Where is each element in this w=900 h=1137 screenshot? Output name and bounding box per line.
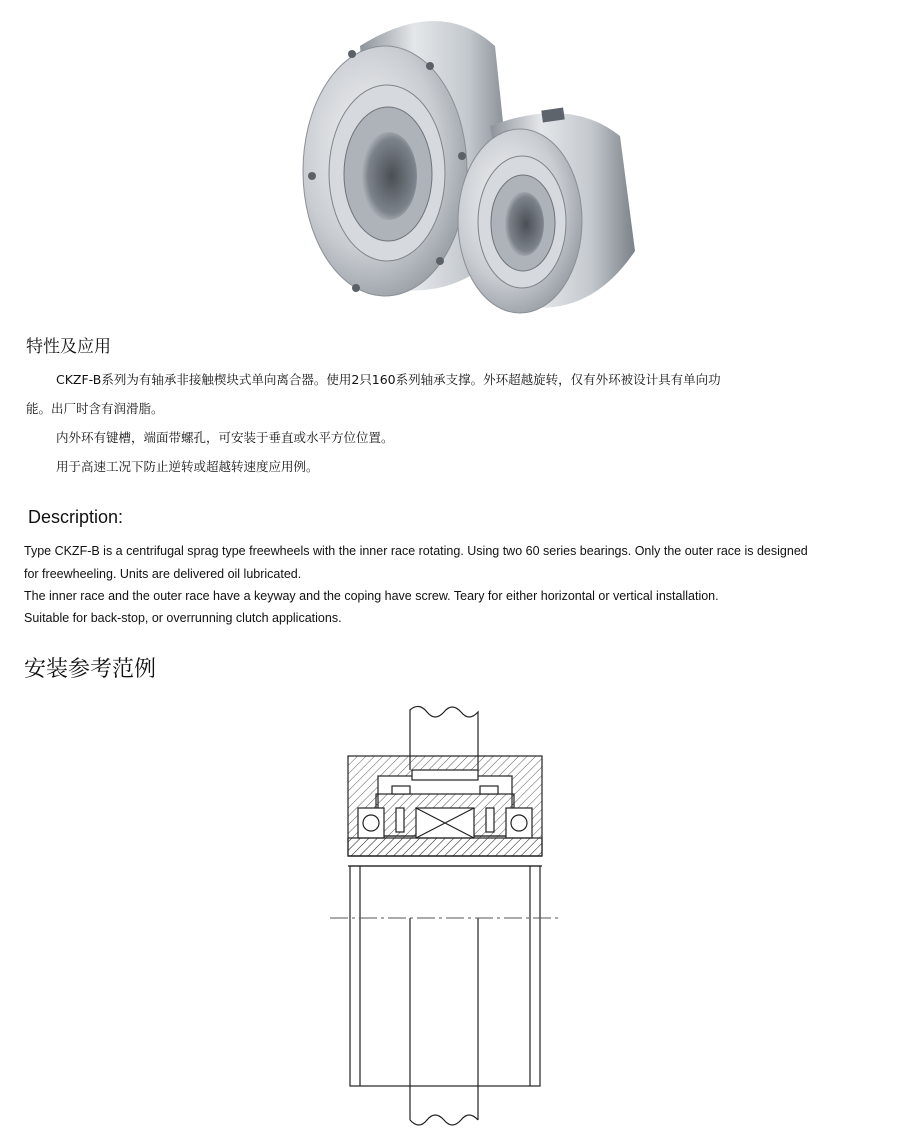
installation-diagram [320, 700, 570, 1137]
features-text-line: 能。出厂时含有润滑脂。 [26, 401, 164, 416]
description-heading: Description: [28, 507, 124, 527]
installation-heading: 安装参考范例 [24, 657, 157, 682]
description-text-line: The inner race and the outer race have a keyway and the coping have screw. Teary for either horizontal or vertical installation. [24, 589, 719, 603]
features-text-line: CKZF-B系列为有轴承非接触楔块式单向离合器。使用2只160系列轴承支撑。外环超越旋转，仅有外环被设计具有单向功 [56, 372, 721, 387]
description-text-line: for freewheeling. Units are delivered oil lubricated. [24, 567, 302, 581]
features-text-line: 用于高速工况下防止逆转或超越转速度应用例。 [56, 459, 319, 474]
description-text-line: Type CKZF-B is a centrifugal sprag type freewheels with the inner race rotating. Using two 60 series bearings. Only the outer race is designed [24, 544, 808, 558]
features-text-line: 内外环有键槽，端面带螺孔，可安装于垂直或水平方位位置。 [56, 430, 394, 445]
features-heading: 特性及应用 [26, 337, 111, 357]
product-photo [290, 6, 650, 320]
description-text-line: Suitable for back-stop, or overrunning clutch applications. [24, 611, 342, 625]
